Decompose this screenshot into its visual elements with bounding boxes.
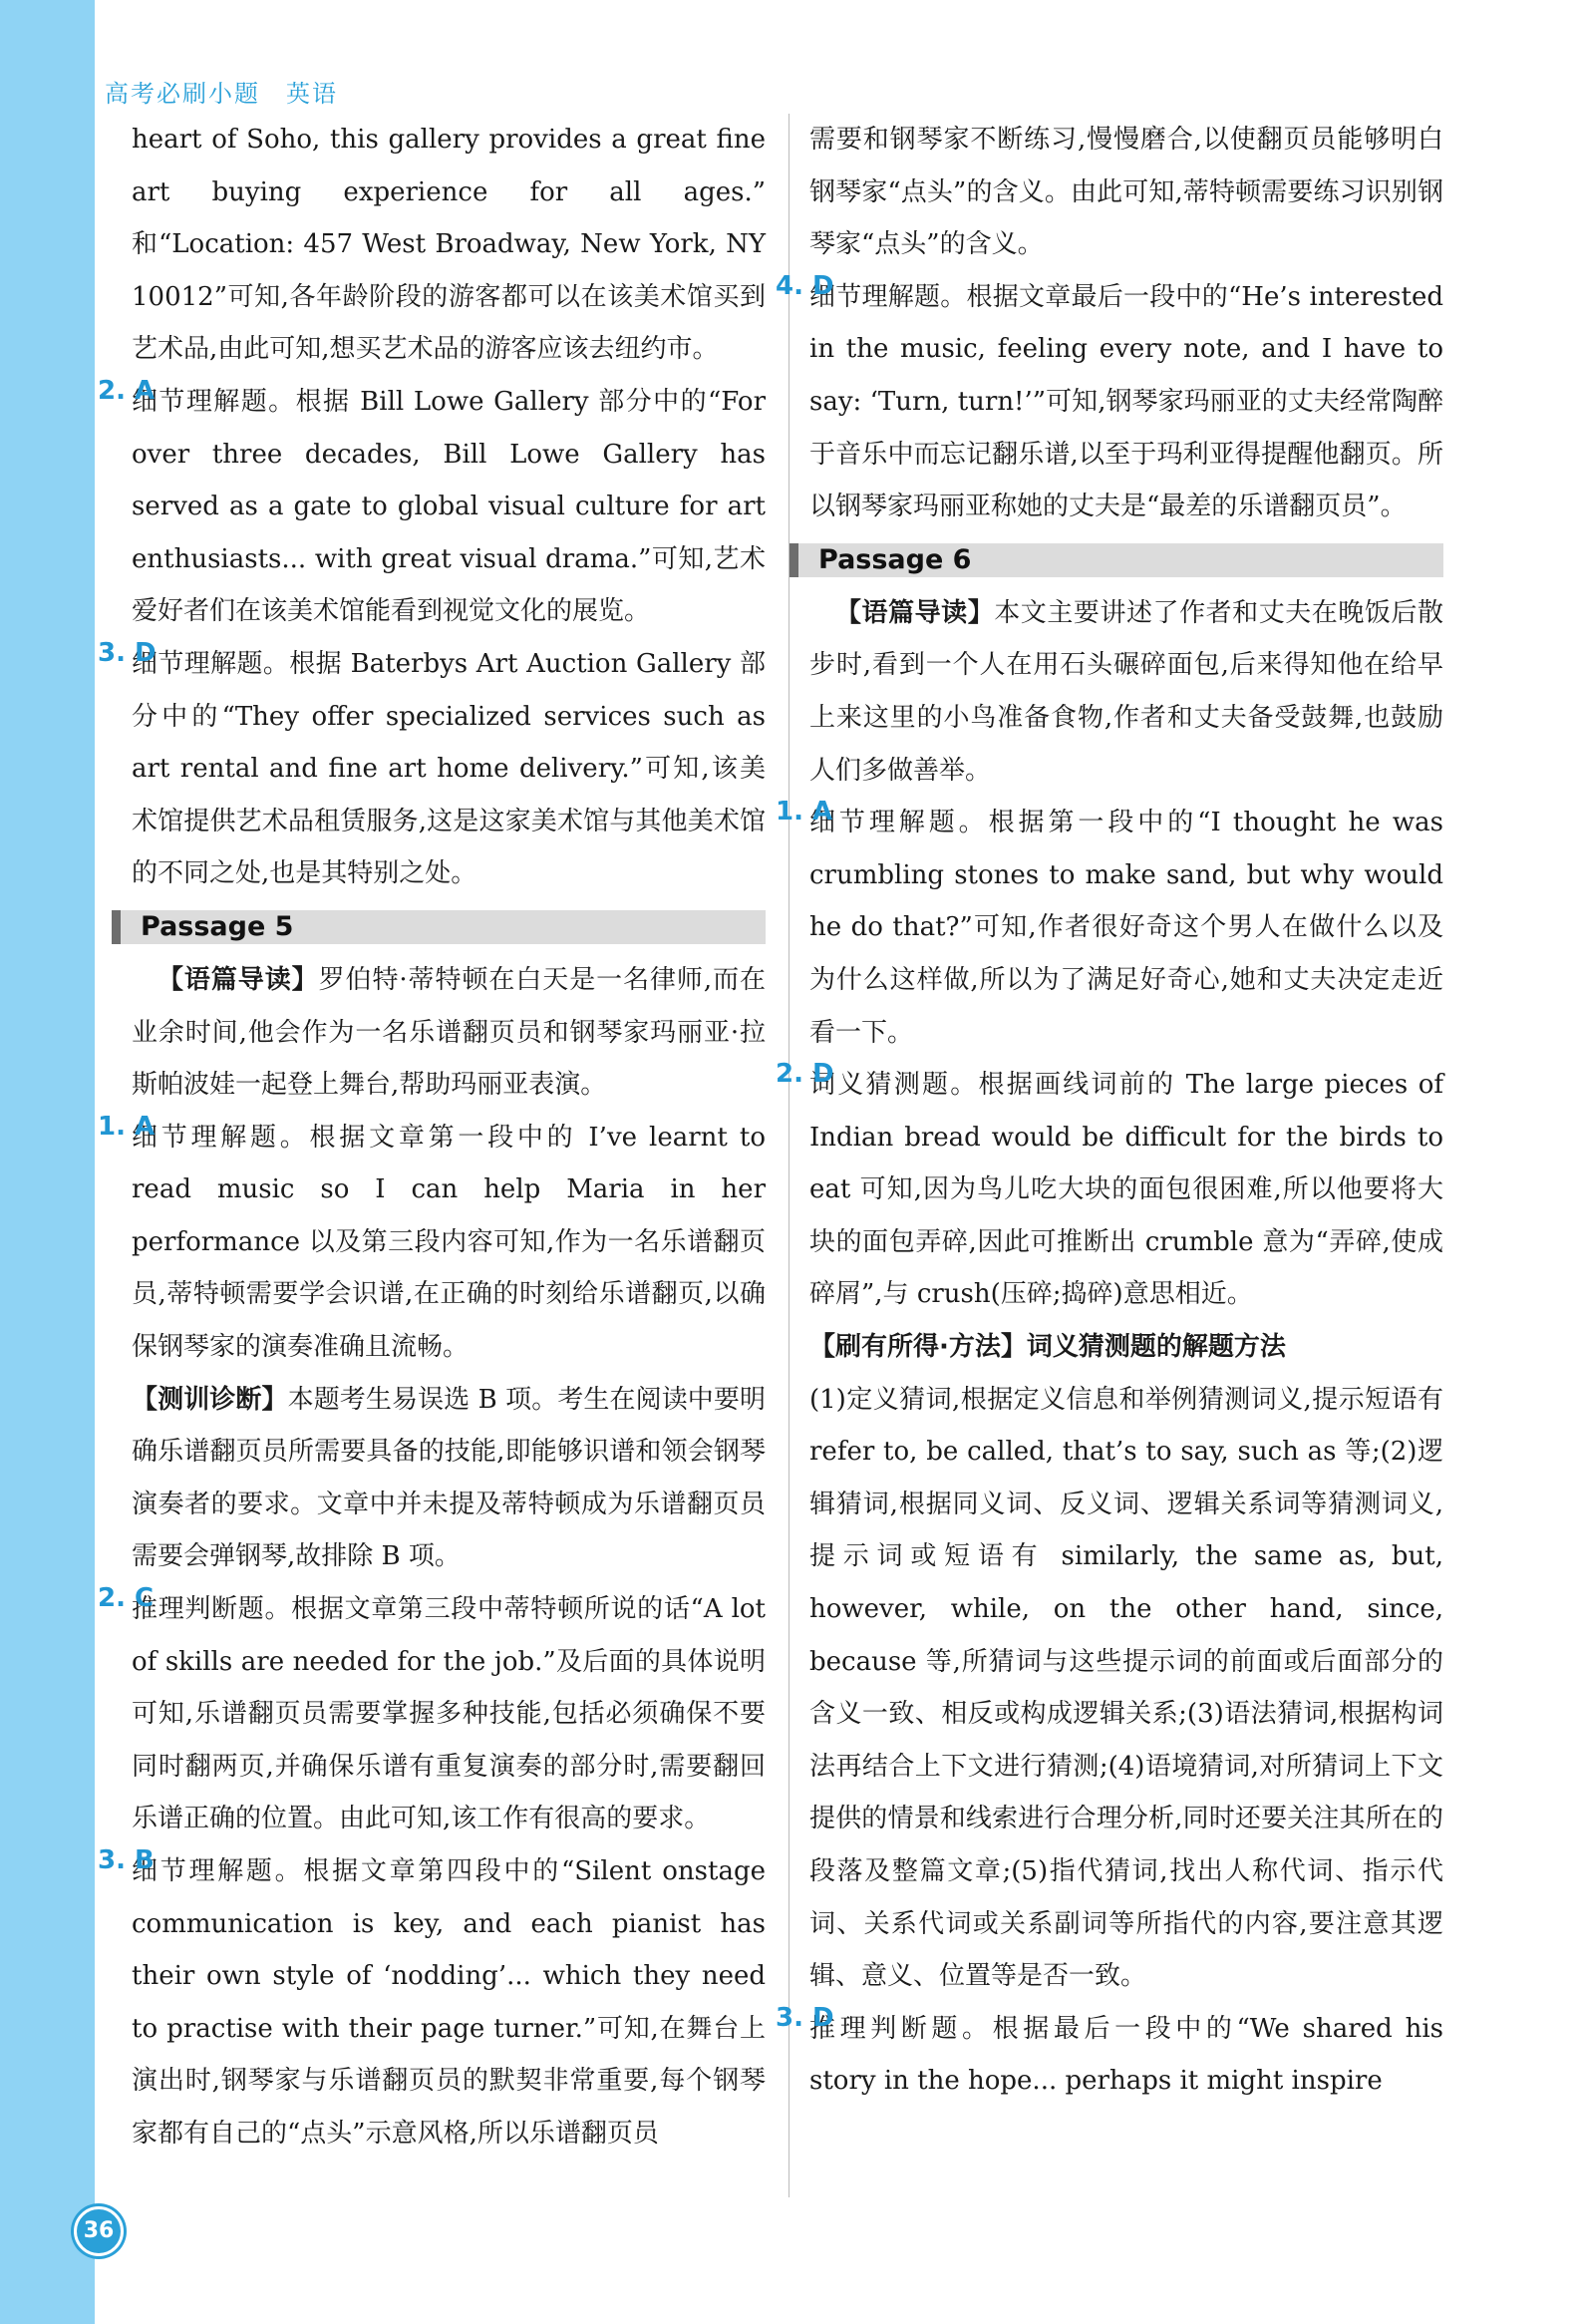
intro-label: 【语篇导读】 [158, 964, 319, 995]
right-column [776, 114, 1443, 2108]
diagnosis-text: 本题考生易误选 B 项。考生在阅读中要明确乐谱翻页员所需要具备的技能,即能够识谱和领会钢琴演奏者的要求。文章中并未提及蒂特顿成为乐谱翻页员需要会弹钢琴,故排除 B 项。 [132, 1384, 766, 1572]
answer-text: 细节理解题。根据文章第四段中的“Silent onstage communication is key, and each pianist has their own style of ‘nodding’... which they need to practise with their page turner.”可知,在舞台上演出时,钢琴家与乐谱翻页员的默契非常重要,每个钢琴家都有自己的“点头”示意风格,所以乐谱翻页员 [132, 1856, 766, 2149]
answer-text: 推理判断题。根据文章第三段中蒂特顿所说的话“A lot of skills are needed for the job.”及后面的具体说明可知,乐谱翻页员需要掌握多种技能,包括必须确保不要同时翻两页,并确保乐谱有重复演奏的部分时,需要翻回乐谱正确的位置。由此可知,该工作有很高的要求。 [132, 1594, 766, 1834]
book-title: 高考必刷小题 [105, 80, 260, 108]
answer-number: 3. D [98, 637, 157, 668]
answer-number: 1. A [98, 1111, 156, 1142]
answer-text: 细节理解题。根据文章第一段中的 I’ve learnt to read music so I can help Maria in her performance 以及第三段内容可知,作为一名乐谱翻页员,蒂特顿需要学会识谱,在正确的时刻给乐谱翻页,以确保钢琴家的演奏准确且流畅。 [132, 1122, 766, 1363]
diagnosis-label: 【测训诊断】 [132, 1384, 288, 1415]
answer-text: 细节理解题。根据第一段中的“I thought he was crumbling stones to make sand, but why would he do that?”可知,作者很好奇这个男人在做什么以及为什么这样做,所以为了满足好奇心,她和丈夫决定走近看一下。 [809, 808, 1443, 1048]
answer-number: 4. D [776, 270, 834, 301]
page-number-badge: 36 [74, 2206, 124, 2256]
answer-number: 3. B [98, 1845, 155, 1875]
answer-item [98, 1111, 766, 1374]
answer-number: 1. A [776, 797, 833, 828]
continued-answer: heart of Soho, this gallery provides a great fine art buying experience for all ages.” 和“Location: 457 West Broadway, New York, NY 10012”可知,各年龄阶段的游客都可以在该美术馆买到艺术品,由此可知,想买艺术品的游客应该去纽约市。 [132, 125, 766, 365]
answer-item [98, 375, 766, 638]
method-heading: 【刷有所得·方法】词义猜测题的解题方法 [809, 1332, 1286, 1363]
answer-item [98, 1583, 766, 1845]
passage-intro [132, 954, 766, 1112]
page-header [105, 74, 338, 109]
answer-number: 2. D [776, 1059, 834, 1090]
answer-item [98, 1845, 766, 2160]
answer-item [776, 270, 1443, 533]
answer-item [776, 1059, 1443, 1321]
side-strip [0, 0, 95, 2324]
answer-text: 细节理解题。根据 Bill Lowe Gallery 部分中的“For over three decades, Bill Lowe Gallery has served as a gate to global visual culture for art enthusiasts... with great visual drama.”可知,艺术爱好者们在该美术馆能看到视觉文化的展览。 [132, 386, 766, 627]
intro-label: 【语篇导读】 [835, 597, 995, 628]
answer-number: 2. C [98, 1583, 155, 1614]
answer-text: 细节理解题。根据文章最后一段中的“He’s interested in the music, feeling every note, and I have to say: ‘Turn, turn!’”可知,钢琴家玛丽亚的丈夫经常陶醉于音乐中而忘记翻乐谱,以至于玛利亚得提醒他翻页。所以钢琴家玛丽亚称她的丈夫是“最差的乐谱翻页员”。 [809, 281, 1443, 522]
answer-text: 细节理解题。根据 Baterbys Art Auction Gallery 部分中的“They offer specialized services such as art rental and fine art home delivery.”可知,该美术馆提供艺术品租赁服务,这是这家美术馆与其他美术馆的不同之处,也是其特别之处。 [132, 648, 766, 889]
subject-label: 英语 [286, 80, 338, 108]
continued-answer: 需要和钢琴家不断练习,慢慢磨合,以使翻页员能够明白钢琴家“点头”的含义。由此可知,蒂特顿需要练习识别钢琴家“点头”的含义。 [809, 125, 1443, 260]
answer-text: 推理判断题。根据最后一段中的“We shared his story in the hope... perhaps it might inspire [809, 2013, 1443, 2097]
answer-number: 2. A [98, 375, 156, 406]
method-text: (1)定义猜词,根据定义信息和举例猜测词义,提示短语有 refer to, be called, that’s to say, such as 等;(2)逻辑猜词,根据同义词、反义词、逻辑关系词等猜测词义,提示词或短语有 similarly, the same as, but, however, while, on the other hand, since, because 等,所猜词与这些提示词的前面或后面部分的含义一致、相反或构成逻辑关系;(3)语法猜词,根据构词法再结合上下文进行猜测;(4)语境猜词,对所猜词上下文提供的情景和线索进行合理分析,同时还要关注其所在的段落及整篇文章;(5)指代猜词,找出人称代词、指示代词、关系代词或关系副词等所指代的内容,要注意其逻辑、意义、位置等是否一致。 [809, 1384, 1443, 1992]
answer-number: 3. D [776, 2002, 834, 2033]
passage-heading: Passage 5 [112, 910, 766, 944]
intro-text: 罗伯特·蒂特顿在白天是一名律师,而在业余时间,他会作为一名乐谱翻页员和钢琴家玛丽亚·拉斯帕波娃一起登上舞台,帮助玛丽亚表演。 [132, 964, 766, 1101]
intro-text: 本文主要讲述了作者和丈夫在晚饭后散步时,看到一个人在用石头碾碎面包,后来得知他在给早上来这里的小鸟准备食物,作者和丈夫备受鼓舞,也鼓励人们多做善举。 [809, 597, 1443, 786]
answer-item [98, 637, 766, 900]
answer-text: 词义猜测题。根据画线词前的 The large pieces of Indian bread would be difficult for the birds to eat 可知,因为鸟儿吃大块的面包很困难,所以他要将大块的面包弄碎,因此可推断出 crumble 意为“弄碎,使成碎屑”,与 crush(压碎;捣碎)意思相近。 [809, 1070, 1443, 1310]
answer-item [776, 2002, 1443, 2108]
left-column [98, 114, 766, 2160]
passage-intro [809, 587, 1443, 797]
answer-item [776, 797, 1443, 1059]
diagnosis-note [132, 1374, 766, 1583]
passage-heading: Passage 6 [789, 543, 1443, 577]
